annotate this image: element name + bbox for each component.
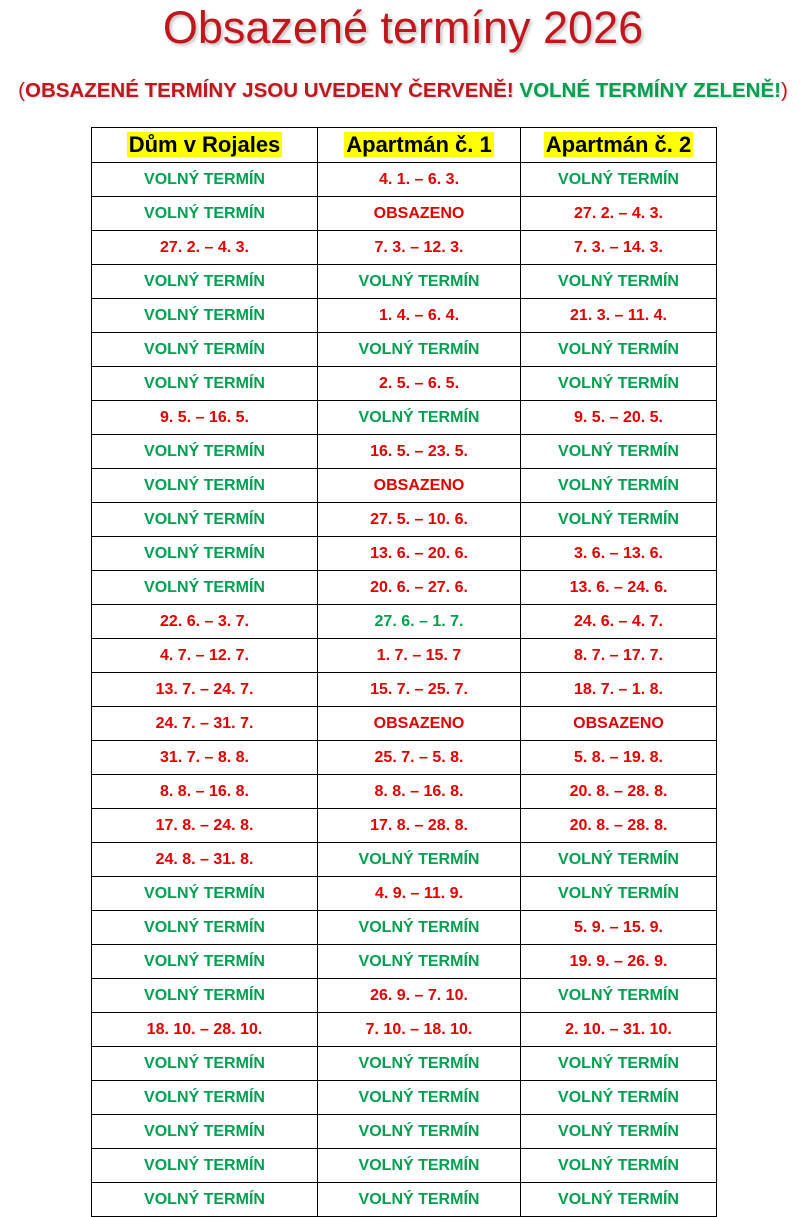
- cell-apartment-2: 8. 7. – 17. 7.: [521, 639, 717, 673]
- cell-apartment-2: 2. 10. – 31. 10.: [521, 1013, 717, 1047]
- table-row: [92, 877, 717, 911]
- table-row: [92, 469, 717, 503]
- cell-house: VOLNÝ TERMÍN: [92, 469, 318, 503]
- legend-note: [0, 76, 806, 106]
- table-header-row: [92, 128, 717, 163]
- schedule-body: [92, 163, 717, 1217]
- cell-apartment-1: 1. 7. – 15. 7: [318, 639, 521, 673]
- cell-apartment-1: 8. 8. – 16. 8.: [318, 775, 521, 809]
- table-row: [92, 1081, 717, 1115]
- table-row: [92, 197, 717, 231]
- cell-apartment-1: 7. 10. – 18. 10.: [318, 1013, 521, 1047]
- cell-apartment-1: VOLNÝ TERMÍN: [318, 1149, 521, 1183]
- column-header-label: Dům v Rojales: [128, 132, 281, 157]
- cell-house: 22. 6. – 3. 7.: [92, 605, 318, 639]
- cell-apartment-2: 18. 7. – 1. 8.: [521, 673, 717, 707]
- table-row: [92, 843, 717, 877]
- column-header-apartment-1: [318, 128, 521, 163]
- cell-apartment-2: 21. 3. – 11. 4.: [521, 299, 717, 333]
- cell-house: 9. 5. – 16. 5.: [92, 401, 318, 435]
- cell-apartment-2: 20. 8. – 28. 8.: [521, 775, 717, 809]
- table-row: [92, 401, 717, 435]
- cell-house: 18. 10. – 28. 10.: [92, 1013, 318, 1047]
- cell-apartment-1: 27. 6. – 1. 7.: [318, 605, 521, 639]
- cell-house: VOLNÝ TERMÍN: [92, 945, 318, 979]
- cell-apartment-1: VOLNÝ TERMÍN: [318, 1081, 521, 1115]
- cell-house: 13. 7. – 24. 7.: [92, 673, 318, 707]
- table-row: [92, 435, 717, 469]
- column-header-label: Apartmán č. 1: [346, 132, 492, 157]
- table-row: [92, 503, 717, 537]
- cell-apartment-1: VOLNÝ TERMÍN: [318, 1047, 521, 1081]
- table-row: [92, 639, 717, 673]
- cell-house: VOLNÝ TERMÍN: [92, 435, 318, 469]
- cell-apartment-2: OBSAZENO: [521, 707, 717, 741]
- cell-apartment-2: 5. 9. – 15. 9.: [521, 911, 717, 945]
- cell-house: VOLNÝ TERMÍN: [92, 299, 318, 333]
- cell-apartment-2: VOLNÝ TERMÍN: [521, 1081, 717, 1115]
- table-row: [92, 1115, 717, 1149]
- cell-apartment-1: 16. 5. – 23. 5.: [318, 435, 521, 469]
- cell-apartment-2: 7. 3. – 14. 3.: [521, 231, 717, 265]
- cell-apartment-1: 4. 9. – 11. 9.: [318, 877, 521, 911]
- table-row: [92, 707, 717, 741]
- cell-apartment-2: VOLNÝ TERMÍN: [521, 333, 717, 367]
- cell-house: 27. 2. – 4. 3.: [92, 231, 318, 265]
- cell-apartment-2: VOLNÝ TERMÍN: [521, 979, 717, 1013]
- cell-apartment-1: 4. 1. – 6. 3.: [318, 163, 521, 197]
- cell-apartment-1: 27. 5. – 10. 6.: [318, 503, 521, 537]
- column-header-label: Apartmán č. 2: [545, 132, 692, 157]
- cell-house: VOLNÝ TERMÍN: [92, 1081, 318, 1115]
- cell-apartment-1: VOLNÝ TERMÍN: [318, 911, 521, 945]
- cell-house: 17. 8. – 24. 8.: [92, 809, 318, 843]
- schedule-table: [91, 127, 717, 1217]
- cell-house: 8. 8. – 16. 8.: [92, 775, 318, 809]
- cell-apartment-2: VOLNÝ TERMÍN: [521, 503, 717, 537]
- cell-apartment-1: 1. 4. – 6. 4.: [318, 299, 521, 333]
- table-row: [92, 163, 717, 197]
- cell-apartment-1: VOLNÝ TERMÍN: [318, 945, 521, 979]
- cell-apartment-2: VOLNÝ TERMÍN: [521, 163, 717, 197]
- cell-apartment-2: VOLNÝ TERMÍN: [521, 367, 717, 401]
- cell-house: 24. 8. – 31. 8.: [92, 843, 318, 877]
- cell-apartment-1: VOLNÝ TERMÍN: [318, 401, 521, 435]
- cell-apartment-1: OBSAZENO: [318, 197, 521, 231]
- cell-apartment-1: VOLNÝ TERMÍN: [318, 1183, 521, 1217]
- legend-occupied-text: OBSAZENÉ TERMÍNY JSOU UVEDENY ČERVENĚ!: [25, 79, 514, 102]
- table-row: [92, 605, 717, 639]
- cell-apartment-1: VOLNÝ TERMÍN: [318, 265, 521, 299]
- cell-house: VOLNÝ TERMÍN: [92, 367, 318, 401]
- table-row: [92, 231, 717, 265]
- table-row: [92, 1149, 717, 1183]
- cell-house: VOLNÝ TERMÍN: [92, 877, 318, 911]
- table-row: [92, 537, 717, 571]
- cell-house: VOLNÝ TERMÍN: [92, 1183, 318, 1217]
- cell-apartment-1: VOLNÝ TERMÍN: [318, 843, 521, 877]
- cell-apartment-2: VOLNÝ TERMÍN: [521, 435, 717, 469]
- cell-apartment-2: VOLNÝ TERMÍN: [521, 265, 717, 299]
- cell-house: VOLNÝ TERMÍN: [92, 333, 318, 367]
- cell-house: VOLNÝ TERMÍN: [92, 1115, 318, 1149]
- page-title: Obsazené termíny 2026: [162, 2, 644, 53]
- cell-apartment-2: VOLNÝ TERMÍN: [521, 1115, 717, 1149]
- legend-free-text: VOLNÉ TERMÍNY ZELENĚ!: [519, 79, 781, 102]
- cell-house: VOLNÝ TERMÍN: [92, 911, 318, 945]
- cell-apartment-1: 2. 5. – 6. 5.: [318, 367, 521, 401]
- cell-house: VOLNÝ TERMÍN: [92, 571, 318, 605]
- cell-apartment-1: 25. 7. – 5. 8.: [318, 741, 521, 775]
- table-row: [92, 945, 717, 979]
- cell-apartment-2: VOLNÝ TERMÍN: [521, 1149, 717, 1183]
- table-row: [92, 1183, 717, 1217]
- cell-house: 4. 7. – 12. 7.: [92, 639, 318, 673]
- table-row: [92, 775, 717, 809]
- cell-apartment-2: VOLNÝ TERMÍN: [521, 469, 717, 503]
- table-row: [92, 741, 717, 775]
- cell-house: VOLNÝ TERMÍN: [92, 265, 318, 299]
- table-row: [92, 1013, 717, 1047]
- cell-apartment-2: VOLNÝ TERMÍN: [521, 843, 717, 877]
- cell-apartment-2: VOLNÝ TERMÍN: [521, 877, 717, 911]
- cell-house: VOLNÝ TERMÍN: [92, 1149, 318, 1183]
- cell-apartment-2: 3. 6. – 13. 6.: [521, 537, 717, 571]
- cell-house: VOLNÝ TERMÍN: [92, 979, 318, 1013]
- cell-house: VOLNÝ TERMÍN: [92, 503, 318, 537]
- cell-house: 31. 7. – 8. 8.: [92, 741, 318, 775]
- column-header-apartment-2: [521, 128, 717, 163]
- table-row: [92, 979, 717, 1013]
- cell-apartment-1: OBSAZENO: [318, 469, 521, 503]
- table-row: [92, 809, 717, 843]
- table-row: [92, 265, 717, 299]
- cell-apartment-1: 26. 9. – 7. 10.: [318, 979, 521, 1013]
- cell-apartment-2: 20. 8. – 28. 8.: [521, 809, 717, 843]
- cell-apartment-1: VOLNÝ TERMÍN: [318, 333, 521, 367]
- legend-close-paren: ): [780, 79, 788, 102]
- cell-apartment-1: 20. 6. – 27. 6.: [318, 571, 521, 605]
- cell-house: 24. 7. – 31. 7.: [92, 707, 318, 741]
- table-row: [92, 571, 717, 605]
- cell-apartment-2: VOLNÝ TERMÍN: [521, 1047, 717, 1081]
- cell-apartment-1: VOLNÝ TERMÍN: [318, 1115, 521, 1149]
- table-row: [92, 333, 717, 367]
- table-row: [92, 1047, 717, 1081]
- table-row: [92, 299, 717, 333]
- cell-apartment-1: 13. 6. – 20. 6.: [318, 537, 521, 571]
- cell-apartment-1: 17. 8. – 28. 8.: [318, 809, 521, 843]
- column-header-house: [92, 128, 318, 163]
- cell-apartment-1: OBSAZENO: [318, 707, 521, 741]
- cell-apartment-1: 15. 7. – 25. 7.: [318, 673, 521, 707]
- cell-house: VOLNÝ TERMÍN: [92, 537, 318, 571]
- legend-open-paren: (: [18, 79, 25, 102]
- cell-apartment-2: 13. 6. – 24. 6.: [521, 571, 717, 605]
- table-row: [92, 673, 717, 707]
- cell-apartment-2: 9. 5. – 20. 5.: [521, 401, 717, 435]
- cell-house: VOLNÝ TERMÍN: [92, 163, 318, 197]
- cell-apartment-2: 27. 2. – 4. 3.: [521, 197, 717, 231]
- table-row: [92, 367, 717, 401]
- table-row: [92, 911, 717, 945]
- cell-apartment-2: VOLNÝ TERMÍN: [521, 1183, 717, 1217]
- cell-house: VOLNÝ TERMÍN: [92, 1047, 318, 1081]
- cell-apartment-2: 19. 9. – 26. 9.: [521, 945, 717, 979]
- cell-apartment-2: 5. 8. – 19. 8.: [521, 741, 717, 775]
- cell-apartment-2: 24. 6. – 4. 7.: [521, 605, 717, 639]
- cell-apartment-1: 7. 3. – 12. 3.: [318, 231, 521, 265]
- cell-house: VOLNÝ TERMÍN: [92, 197, 318, 231]
